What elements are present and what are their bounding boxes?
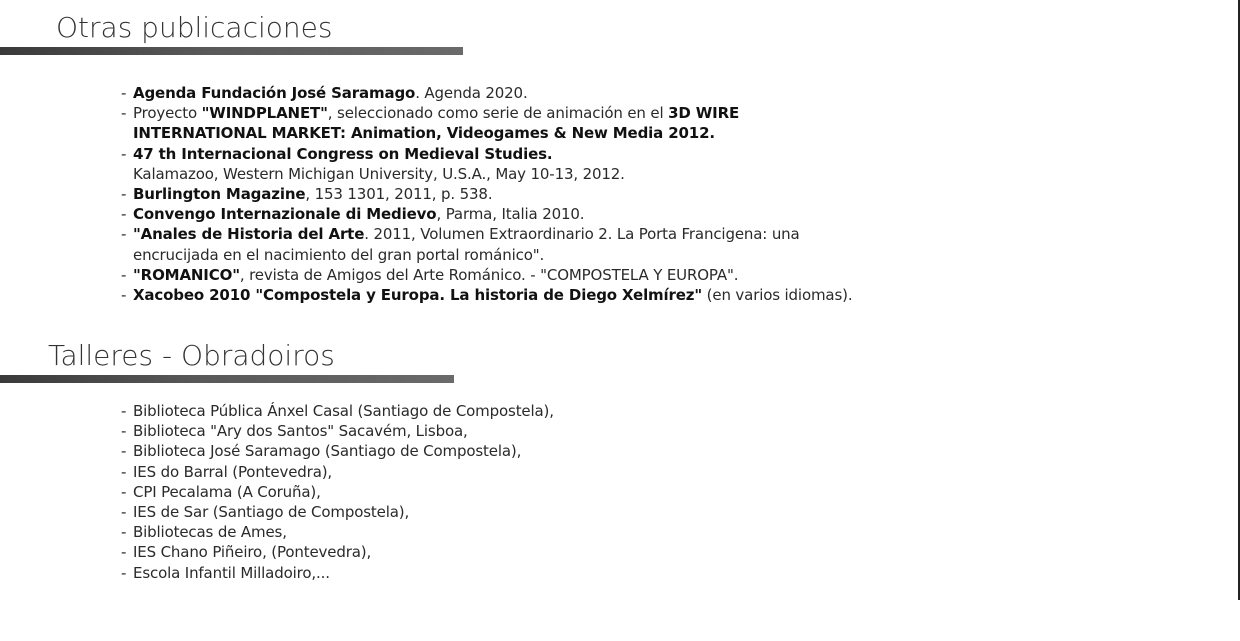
list-item: - Bibliotecas de Ames, bbox=[121, 523, 287, 542]
list-item: - Convengo Internazionale di Medievo, Parma, Italia 2010. bbox=[121, 205, 585, 224]
list-item: - Escola Infantil Milladoiro,... bbox=[121, 563, 330, 582]
publications-heading-bar bbox=[0, 47, 463, 55]
workshops-heading-bar bbox=[0, 375, 454, 383]
list-item: - CPI Pecalama (A Coruña), bbox=[121, 482, 321, 501]
publications-list bbox=[121, 83, 852, 305]
list-item: - Biblioteca Pública Ánxel Casal (Santiago de Compostela), bbox=[121, 402, 554, 420]
list-item: - "ROMANICO", revista de Amigos del Arte Románico. - "COMPOSTELA Y EUROPA". bbox=[121, 265, 739, 284]
list-item: - Burlington Magazine, 153 1301, 2011, p. 538. bbox=[121, 185, 493, 204]
workshops-list bbox=[121, 401, 554, 583]
list-item: - Agenda Fundación José Saramago. Agenda 2020. bbox=[121, 84, 528, 102]
list-item: - Proyecto "WINDPLANET", seleccionado como serie de animación en el 3D WIRE INTERNATIONAL MARKET: Animation, Videogames & New Media 2012. bbox=[121, 104, 740, 143]
workshops-heading: Talleres - Obradoiros bbox=[48, 339, 335, 372]
list-item: - Xacobeo 2010 "Compostela y Europa. La historia de Diego Xelmírez" (en varios idiomas). bbox=[121, 286, 853, 305]
list-item: - Biblioteca José Saramago (Santiago de Compostela), bbox=[121, 442, 522, 461]
list-item: - 47 th Internacional Congress on Medieval Studies. Kalamazoo, Western Michigan University, U.S.A., May 10-13, 2012. bbox=[121, 144, 625, 183]
list-item: - IES do Barral (Pontevedra), bbox=[121, 462, 333, 481]
list-item: - IES Chano Piñeiro, (Pontevedra), bbox=[121, 543, 372, 562]
list-item: - Biblioteca "Ary dos Santos" Sacavém, Lisboa, bbox=[121, 422, 468, 441]
publications-heading: Otras publicaciones bbox=[56, 11, 333, 44]
list-item: - "Anales de Historia del Arte. 2011, Volumen Extraordinario 2. La Porta Francigena: una encrucijada en el nacimiento del gran portal románico". bbox=[121, 225, 800, 264]
list-item: - IES de Sar (Santiago de Compostela), bbox=[121, 503, 410, 522]
